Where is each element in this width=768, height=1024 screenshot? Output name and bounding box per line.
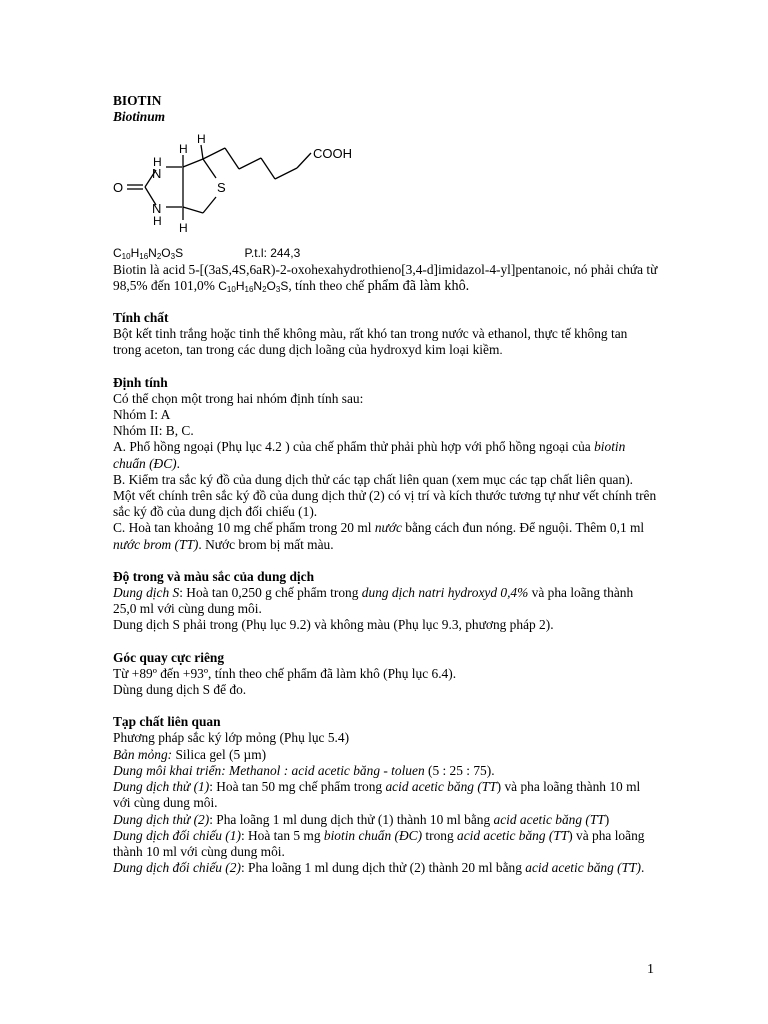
page-number: 1 [647, 962, 654, 977]
molecular-formula: $C_{10}H_{16}N_2O_3S$ [113, 246, 184, 262]
heading-tinh-chat: Tính chất [113, 310, 169, 326]
biotin-structure-diagram [109, 131, 369, 241]
heading-goc-quay: Góc quay cực riêng [113, 649, 225, 665]
formula-line [113, 245, 658, 261]
atom-label-nh-top-h: H [153, 155, 162, 170]
reference-solution-2: Dung dịch đối chiếu (2): Pha loãng 1 ml dung dịch thử (2) thành 20 ml bằng acid acetic băng (TT). [113, 860, 645, 876]
test-solution-2: Dung dịch thử (2): Pha loãng 1 ml dung dịch thử (1) thành 10 ml bằng acid acetic băng (TT) [113, 811, 610, 827]
atom-label-n-top: N [152, 166, 162, 182]
document-page [113, 93, 658, 876]
test-a-paragraph: A. Phổ hồng ngoại (Phụ lục 4.2 ) của chế phẩm thử phải phù hợp với phổ hồng ngoại của biotin chuẩn (ĐC). [113, 439, 626, 471]
dinh-tinh-intro: Có thể chọn một trong hai nhóm định tính sau: [113, 390, 364, 406]
atom-label-h-bottom: H [179, 221, 188, 236]
test-b-paragraph: B. Kiểm tra sắc ký đồ của dung dịch thử các tạp chất liên quan (xem mục các tạp chất liên quan). Một vết chính trên sắc ký đồ của dung dịch thử (2) có vị trí và kích thước tương tự như vết chính trên sắc ký đồ của dung dịch đối chiếu (1). [113, 471, 657, 520]
reference-solution-1: Dung dịch đối chiếu (1): Hoà tan 5 mg biotin chuẩn (ĐC) trong acid acetic băng (TT) và pha loãng thành 10 ml với cùng dung môi. [113, 827, 645, 859]
molecular-formula-inline: $C_{10}H_{16}N_2O_3S$ [218, 278, 289, 294]
optical-rotation-note: Dùng dung dịch S để đo. [113, 682, 247, 698]
molecular-weight: P.t.l: 244,3 [244, 246, 301, 261]
atom-label-oxygen: O [113, 180, 124, 196]
atom-label-nh-bottom-h: H [153, 214, 162, 229]
atom-label-h-top-left: H [179, 142, 188, 157]
latin-name: Biotinum [113, 109, 166, 125]
tinh-chat-paragraph: Bột kết tinh trắng hoặc tinh thể không màu, rất khó tan trong nước và ethanol, thực tế không tan trong aceton, tan trong các dung dịch loãng của hydroxyd kim loại kiềm. [113, 326, 628, 358]
dinh-tinh-group-2: Nhóm II: B, C. [113, 423, 194, 439]
test-solution-1: Dung dịch thử (1): Hoà tan 50 mg chế phẩm trong acid acetic băng (TT) và pha loãng thành 10 ml với cùng dung môi. [113, 779, 641, 811]
solution-s-requirement: Dung dịch S phải trong (Phụ lục 9.2) và không màu (Phụ lục 9.3, phương pháp 2). [113, 617, 554, 633]
tlc-plate: Bản mỏng: Silica gel (5 µm) [113, 746, 267, 762]
tlc-method: Phương pháp sắc ký lớp mỏng (Phụ lục 5.4) [113, 730, 350, 746]
dinh-tinh-group-1: Nhóm I: A [113, 407, 171, 423]
solution-s-paragraph: Dung dịch S: Hoà tan 0,250 g chế phẩm trong dung dịch natri hydroxyd 0,4% và pha loãng thành 25,0 ml với cùng dung môi. [113, 585, 634, 617]
monograph-title: BIOTIN [113, 93, 162, 108]
group-label-cooh: COOH [313, 146, 352, 162]
heading-dinh-tinh: Định tính [113, 374, 168, 390]
definition-paragraph: Biotin là acid 5-[(3aS,4S,6aR)-2-oxohexahydrothieno[3,4-d]imidazol-4-yl]pentanoic, nó phải chứa từ 98,5% đến 101,0% $C_{10}H_{16}N_2O_3S$, tính theo chế phẩm đã làm khô. [113, 261, 658, 294]
heading-do-trong: Độ trong và màu sắc của dung dịch [113, 568, 315, 584]
atom-label-n-bottom: N [152, 201, 162, 217]
test-c-paragraph: C. Hoà tan khoảng 10 mg chế phẩm trong 20 ml nước bằng cách đun nóng. Để nguội. Thêm 0,1 ml nước brom (TT). Nước brom bị mất màu. [113, 520, 645, 552]
atom-label-sulfur: S [217, 180, 226, 196]
heading-tap-chat: Tạp chất liên quan [113, 714, 221, 730]
optical-rotation-range: Từ +89º đến +93º, tính theo chế phẩm đã làm khô (Phụ lục 6.4). [113, 665, 457, 681]
tlc-mobile-phase: Dung môi khai triển: Methanol : acid acetic băng - toluen (5 : 25 : 75). [113, 762, 495, 778]
atom-label-h-top-right: H [197, 132, 206, 147]
